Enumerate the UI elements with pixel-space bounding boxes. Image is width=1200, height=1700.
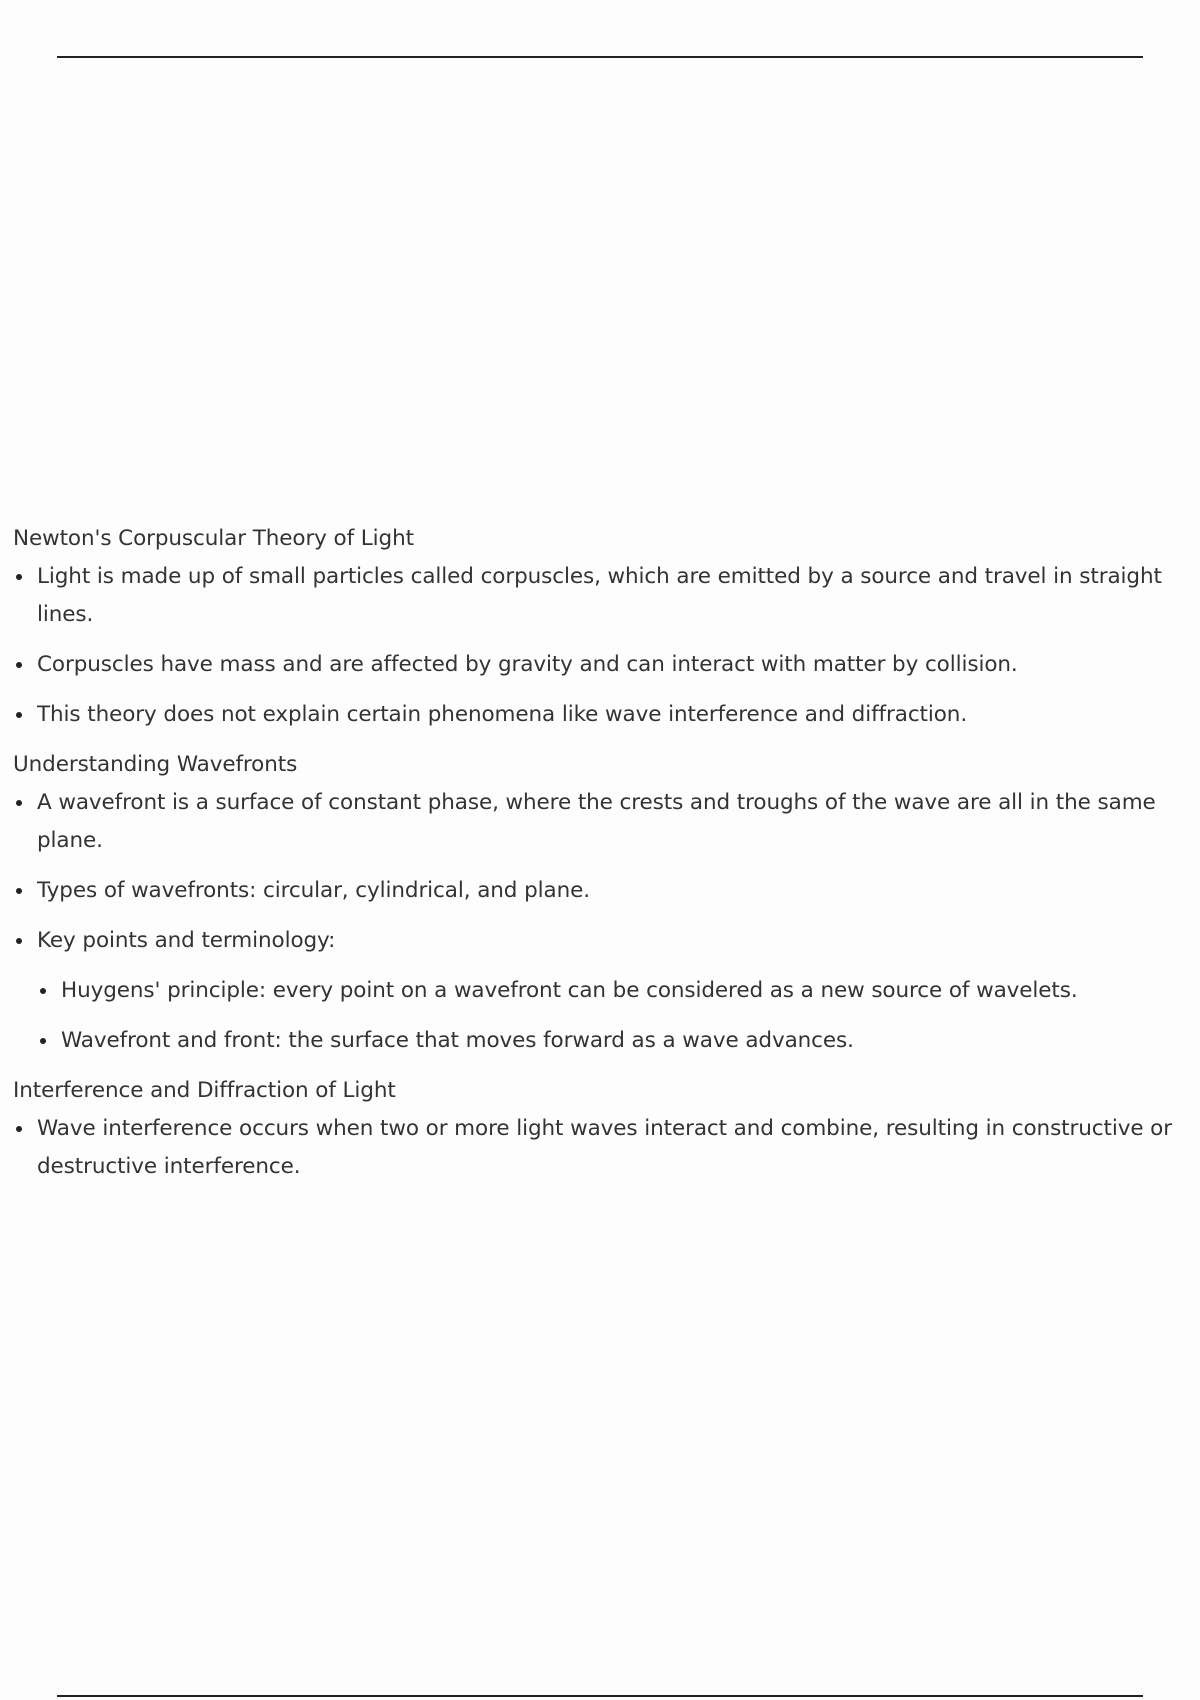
section-heading: Understanding Wavefronts: [13, 752, 298, 777]
section-heading: Interference and Diffraction of Light: [13, 1078, 396, 1103]
section-interference-diffraction: [13, 1072, 1193, 1186]
sub-list-item: Huygens' principle: every point on a wavefront can be considered as a new source of wavelets.: [37, 972, 1193, 1010]
section-corpuscular-theory: [13, 520, 1193, 734]
bottom-rule: [57, 1695, 1143, 1697]
section-heading: Newton's Corpuscular Theory of Light: [13, 526, 414, 551]
document-body: [13, 520, 1193, 1186]
top-rule: [57, 56, 1143, 58]
list-item-with-sublist: [13, 922, 1193, 1060]
list-item: Types of wavefronts: circular, cylindrical, and plane.: [13, 872, 1193, 910]
list-item: Light is made up of small particles called corpuscles, which are emitted by a source and travel in straight lines.: [13, 558, 1193, 634]
sub-bullet-list: [37, 972, 1193, 1060]
list-item-text: Key points and terminology:: [37, 928, 336, 953]
sub-list-item: Wavefront and front: the surface that moves forward as a wave advances.: [37, 1022, 1193, 1060]
bullet-list: [13, 558, 1193, 734]
list-item: Wave interference occurs when two or more light waves interact and combine, resulting in constructive or destructive interference.: [13, 1110, 1193, 1186]
list-item: Corpuscles have mass and are affected by gravity and can interact with matter by collision.: [13, 646, 1193, 684]
bullet-list: [13, 784, 1193, 1060]
bullet-list: [13, 1110, 1193, 1186]
list-item: A wavefront is a surface of constant phase, where the crests and troughs of the wave are all in the same plane.: [13, 784, 1193, 860]
list-item: This theory does not explain certain phenomena like wave interference and diffraction.: [13, 696, 1193, 734]
section-wavefronts: [13, 746, 1193, 1060]
